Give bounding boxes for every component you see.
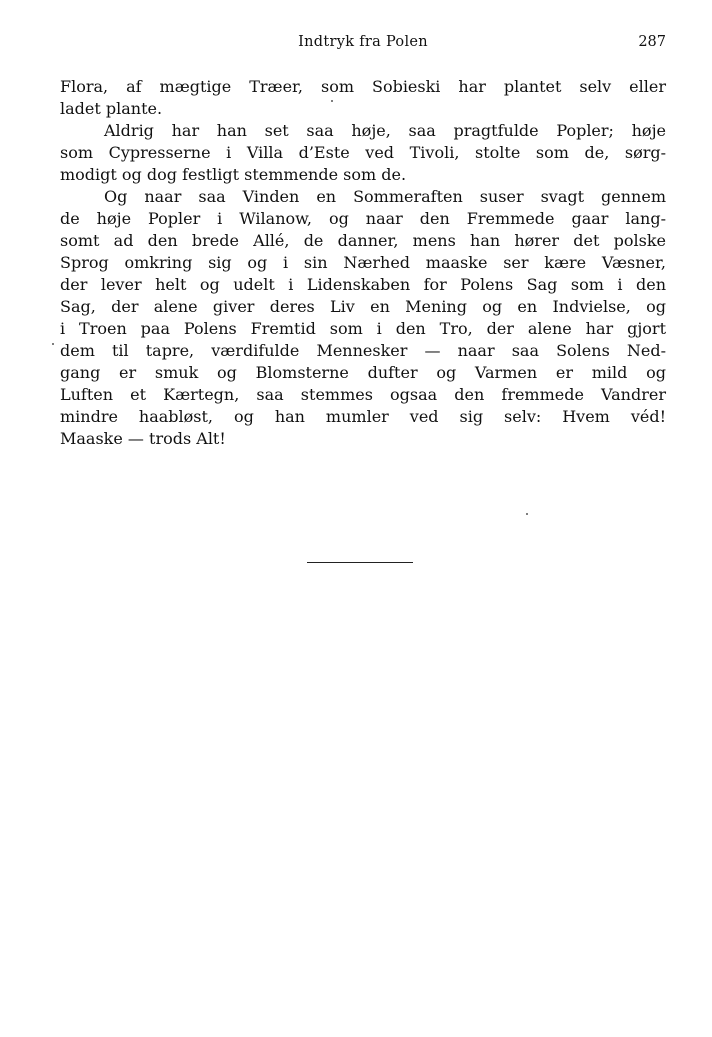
text-line: der lever helt og udelt i Lidenskaben for Polens Sag som i den <box>60 275 666 294</box>
text-line: mindre haabløst, og han mumler ved sig selv: Hvem véd! <box>60 407 666 426</box>
running-title: Indtryk fra Polen <box>298 34 428 50</box>
page-header <box>60 34 666 56</box>
text-line: som Cypresserne i Villa d’Este ved Tivoli, stolte som de, sørg- <box>60 143 666 162</box>
text-line: gang er smuk og Blomsterne dufter og Varmen er mild og <box>60 363 666 382</box>
page-number: 287 <box>638 34 666 50</box>
text-line: modigt og dog festligt stemmende som de. <box>60 165 407 184</box>
paragraph-1 <box>60 76 666 120</box>
print-speck <box>52 343 54 345</box>
text-line: somt ad den brede Allé, de danner, mens han hører det polske <box>60 231 666 250</box>
text-line: dem til tapre, værdifulde Mennesker — naar saa Solens Ned- <box>60 341 666 360</box>
text-line: Maaske — trods Alt! <box>60 429 226 448</box>
text-line: Sag, der alene giver deres Liv en Mening og en Indvielse, og <box>60 297 666 316</box>
text-line: Og naar saa Vinden en Sommeraften suser svagt gennem <box>104 187 666 206</box>
end-rule <box>307 562 413 563</box>
text-line: ladet plante. <box>60 99 163 118</box>
body-text <box>60 76 666 450</box>
print-speck <box>331 100 333 102</box>
text-line: Sprog omkring sig og i sin Nærhed maaske ser kære Væsner, <box>60 253 666 272</box>
print-speck <box>526 513 528 515</box>
text-line: Flora, af mægtige Træer, som Sobieski har plantet selv eller <box>60 77 666 96</box>
paragraph-3 <box>60 186 666 450</box>
text-line: i Troen paa Polens Fremtid som i den Tro, der alene har gjort <box>60 319 666 338</box>
text-line: de høje Popler i Wilanow, og naar den Fremmede gaar lang- <box>60 209 666 228</box>
text-line: Luften et Kærtegn, saa stemmes ogsaa den fremmede Vandrer <box>60 385 666 404</box>
text-line: Aldrig har han set saa høje, saa pragtfulde Popler; høje <box>104 121 666 140</box>
paragraph-2 <box>60 120 666 186</box>
